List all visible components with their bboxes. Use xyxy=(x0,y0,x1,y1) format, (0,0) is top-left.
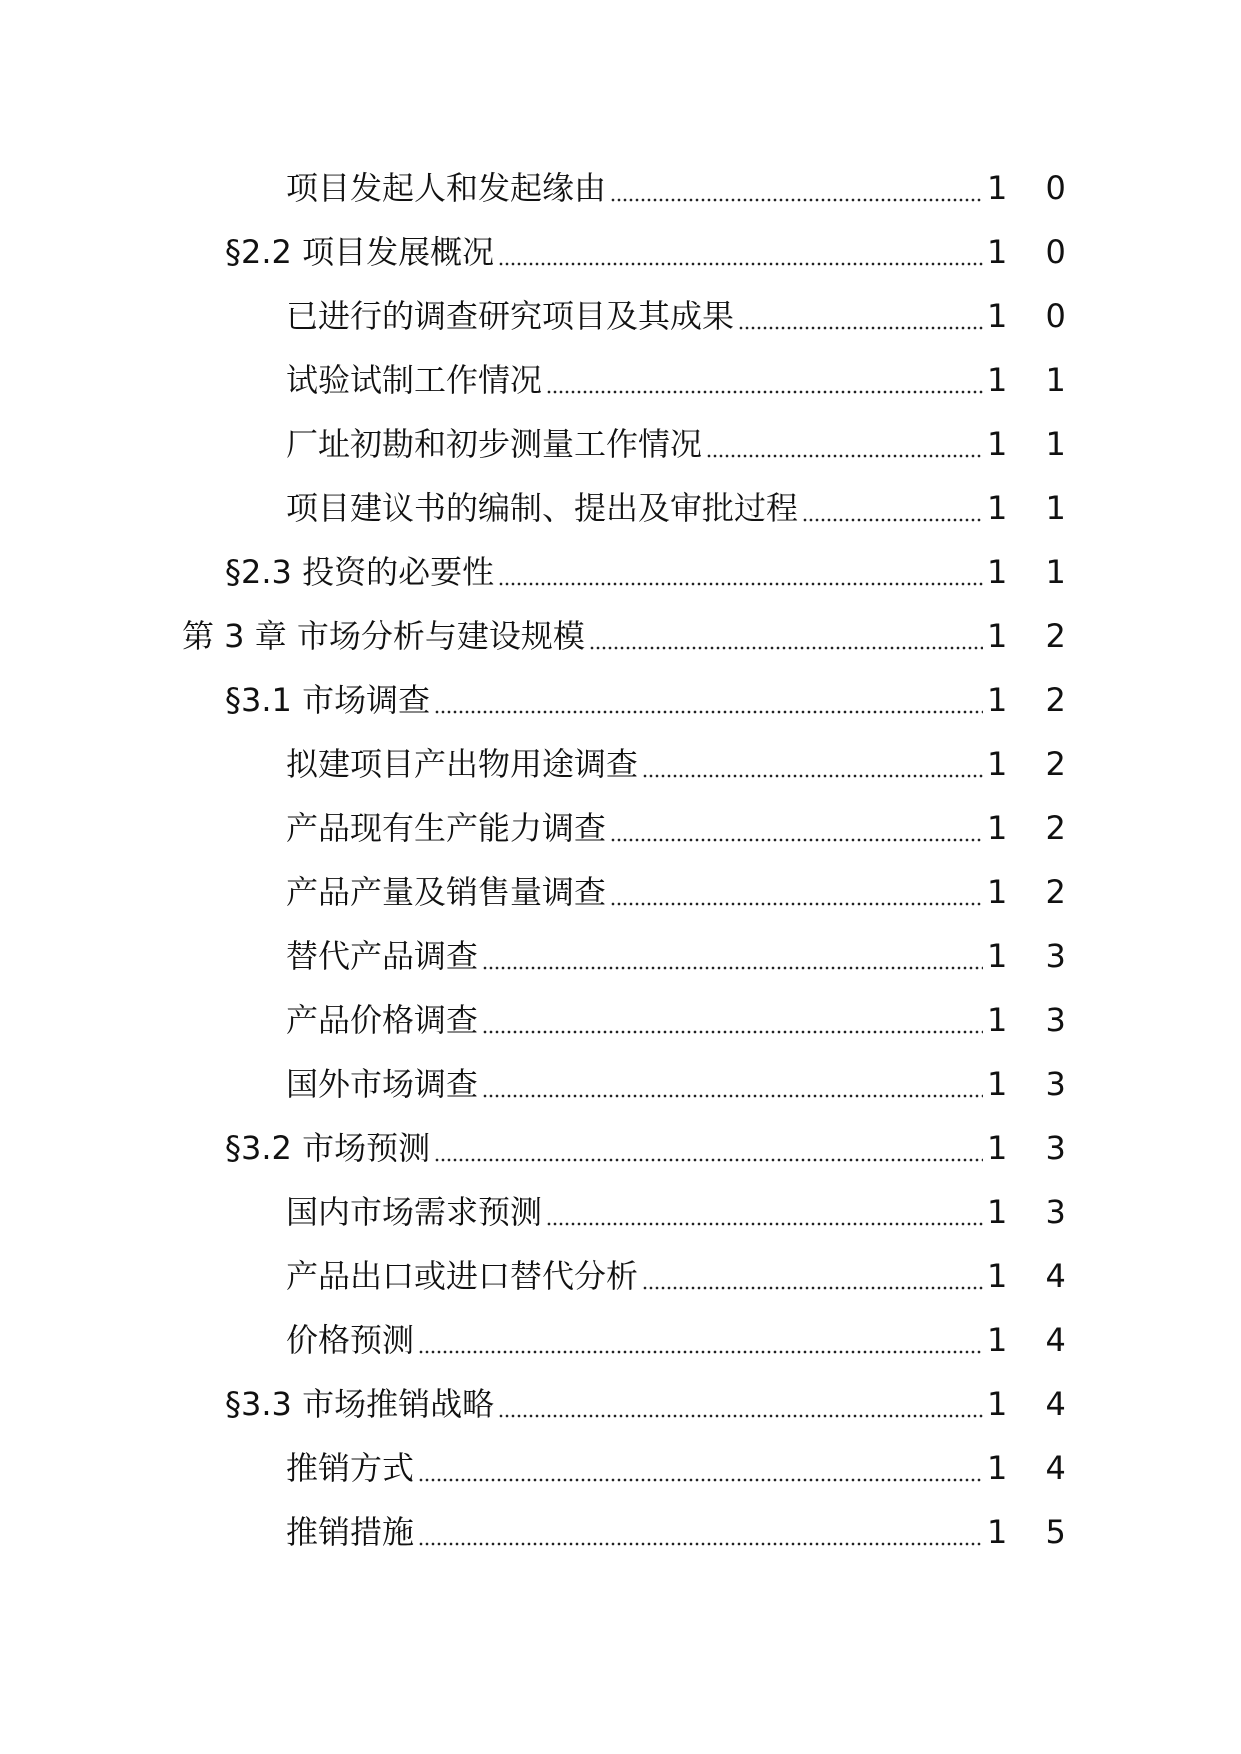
toc-entry-title: 拟建项目产出物用途调查 xyxy=(286,745,639,783)
dot-leader xyxy=(738,296,983,336)
toc-entry[interactable] xyxy=(0,1180,1241,1244)
toc-entry[interactable] xyxy=(0,220,1241,284)
toc-entry-title: 国外市场调查 xyxy=(286,1065,479,1103)
dot-leader xyxy=(482,936,983,976)
dot-leader xyxy=(546,360,983,400)
dot-leader xyxy=(498,552,983,592)
toc-entry-title: 推销方式 xyxy=(286,1449,415,1487)
dot-leader xyxy=(610,168,983,208)
toc-entry-title: 推销措施 xyxy=(286,1513,415,1551)
toc-entry[interactable] xyxy=(0,988,1241,1052)
table-of-contents xyxy=(0,156,1241,1564)
toc-entry[interactable] xyxy=(0,476,1241,540)
dot-leader xyxy=(498,232,983,272)
toc-entry[interactable] xyxy=(0,1244,1241,1308)
toc-entry-title: 国内市场需求预测 xyxy=(286,1193,543,1231)
toc-page-number: 1 4 xyxy=(987,1321,1080,1359)
toc-entry-title: §3.3 市场推销战略 xyxy=(225,1385,495,1423)
toc-entry[interactable] xyxy=(0,1308,1241,1372)
toc-page-number: 1 0 xyxy=(987,169,1080,207)
toc-entry[interactable] xyxy=(0,1052,1241,1116)
toc-page-number: 1 5 xyxy=(987,1513,1080,1551)
toc-page-number: 1 3 xyxy=(987,1065,1080,1103)
toc-page-number: 1 1 xyxy=(987,361,1080,399)
dot-leader xyxy=(418,1512,983,1552)
toc-entry-title: 产品现有生产能力调查 xyxy=(286,809,607,847)
dot-leader xyxy=(418,1320,983,1360)
toc-page-number: 1 4 xyxy=(987,1257,1080,1295)
toc-page-number: 1 1 xyxy=(987,489,1080,527)
dot-leader xyxy=(434,1128,983,1168)
toc-page-number: 1 2 xyxy=(987,681,1080,719)
dot-leader xyxy=(482,1064,983,1104)
toc-page-number: 1 0 xyxy=(987,233,1080,271)
dot-leader xyxy=(434,680,983,720)
dot-leader xyxy=(482,1000,983,1040)
toc-entry[interactable] xyxy=(0,348,1241,412)
toc-entry[interactable] xyxy=(0,540,1241,604)
toc-entry-title: 第 3 章 市场分析与建设规模 xyxy=(182,617,585,655)
dot-leader xyxy=(706,424,983,464)
toc-page-number: 1 3 xyxy=(987,1193,1080,1231)
toc-entry-title: §2.2 项目发展概况 xyxy=(225,233,495,271)
toc-entry[interactable] xyxy=(0,156,1241,220)
toc-entry[interactable] xyxy=(0,1372,1241,1436)
toc-page-number: 1 1 xyxy=(987,425,1080,463)
toc-entry[interactable] xyxy=(0,604,1241,668)
toc-page-number: 1 3 xyxy=(987,1001,1080,1039)
toc-page-number: 1 1 xyxy=(987,553,1080,591)
dot-leader xyxy=(498,1384,983,1424)
toc-entry-title: 试验试制工作情况 xyxy=(286,361,543,399)
toc-entry[interactable] xyxy=(0,284,1241,348)
toc-entry[interactable] xyxy=(0,1436,1241,1500)
dot-leader xyxy=(418,1448,983,1488)
toc-entry[interactable] xyxy=(0,668,1241,732)
dot-leader xyxy=(610,808,983,848)
dot-leader xyxy=(642,1256,983,1296)
toc-entry[interactable] xyxy=(0,412,1241,476)
toc-entry-title: §3.2 市场预测 xyxy=(225,1129,431,1167)
toc-entry-title: 产品出口或进口替代分析 xyxy=(286,1257,639,1295)
toc-page-number: 1 3 xyxy=(987,937,1080,975)
dot-leader xyxy=(589,616,983,656)
toc-entry[interactable] xyxy=(0,732,1241,796)
toc-page-number: 1 2 xyxy=(987,745,1080,783)
toc-entry-title: 价格预测 xyxy=(286,1321,415,1359)
toc-entry-title: 已进行的调查研究项目及其成果 xyxy=(286,297,735,335)
toc-entry-title: 替代产品调查 xyxy=(286,937,479,975)
toc-entry[interactable] xyxy=(0,924,1241,988)
toc-page-number: 1 0 xyxy=(987,297,1080,335)
toc-page-number: 1 3 xyxy=(987,1129,1080,1167)
toc-entry-title: §2.3 投资的必要性 xyxy=(225,553,495,591)
toc-entry[interactable] xyxy=(0,860,1241,924)
toc-entry-title: 项目建议书的编制、提出及审批过程 xyxy=(286,489,799,527)
toc-entry-title: 产品产量及销售量调查 xyxy=(286,873,607,911)
dot-leader xyxy=(610,872,983,912)
toc-entry-title: 厂址初勘和初步测量工作情况 xyxy=(286,425,703,463)
toc-entry-title: §3.1 市场调查 xyxy=(225,681,431,719)
dot-leader xyxy=(642,744,983,784)
toc-entry-title: 项目发起人和发起缘由 xyxy=(286,169,607,207)
toc-entry[interactable] xyxy=(0,1500,1241,1564)
dot-leader xyxy=(546,1192,983,1232)
toc-entry-title: 产品价格调查 xyxy=(286,1001,479,1039)
toc-page-number: 1 4 xyxy=(987,1449,1080,1487)
toc-page-number: 1 2 xyxy=(987,873,1080,911)
toc-page-number: 1 2 xyxy=(987,617,1080,655)
toc-page-number: 1 4 xyxy=(987,1385,1080,1423)
toc-entry[interactable] xyxy=(0,796,1241,860)
dot-leader xyxy=(802,488,983,528)
toc-page-number: 1 2 xyxy=(987,809,1080,847)
toc-entry[interactable] xyxy=(0,1116,1241,1180)
